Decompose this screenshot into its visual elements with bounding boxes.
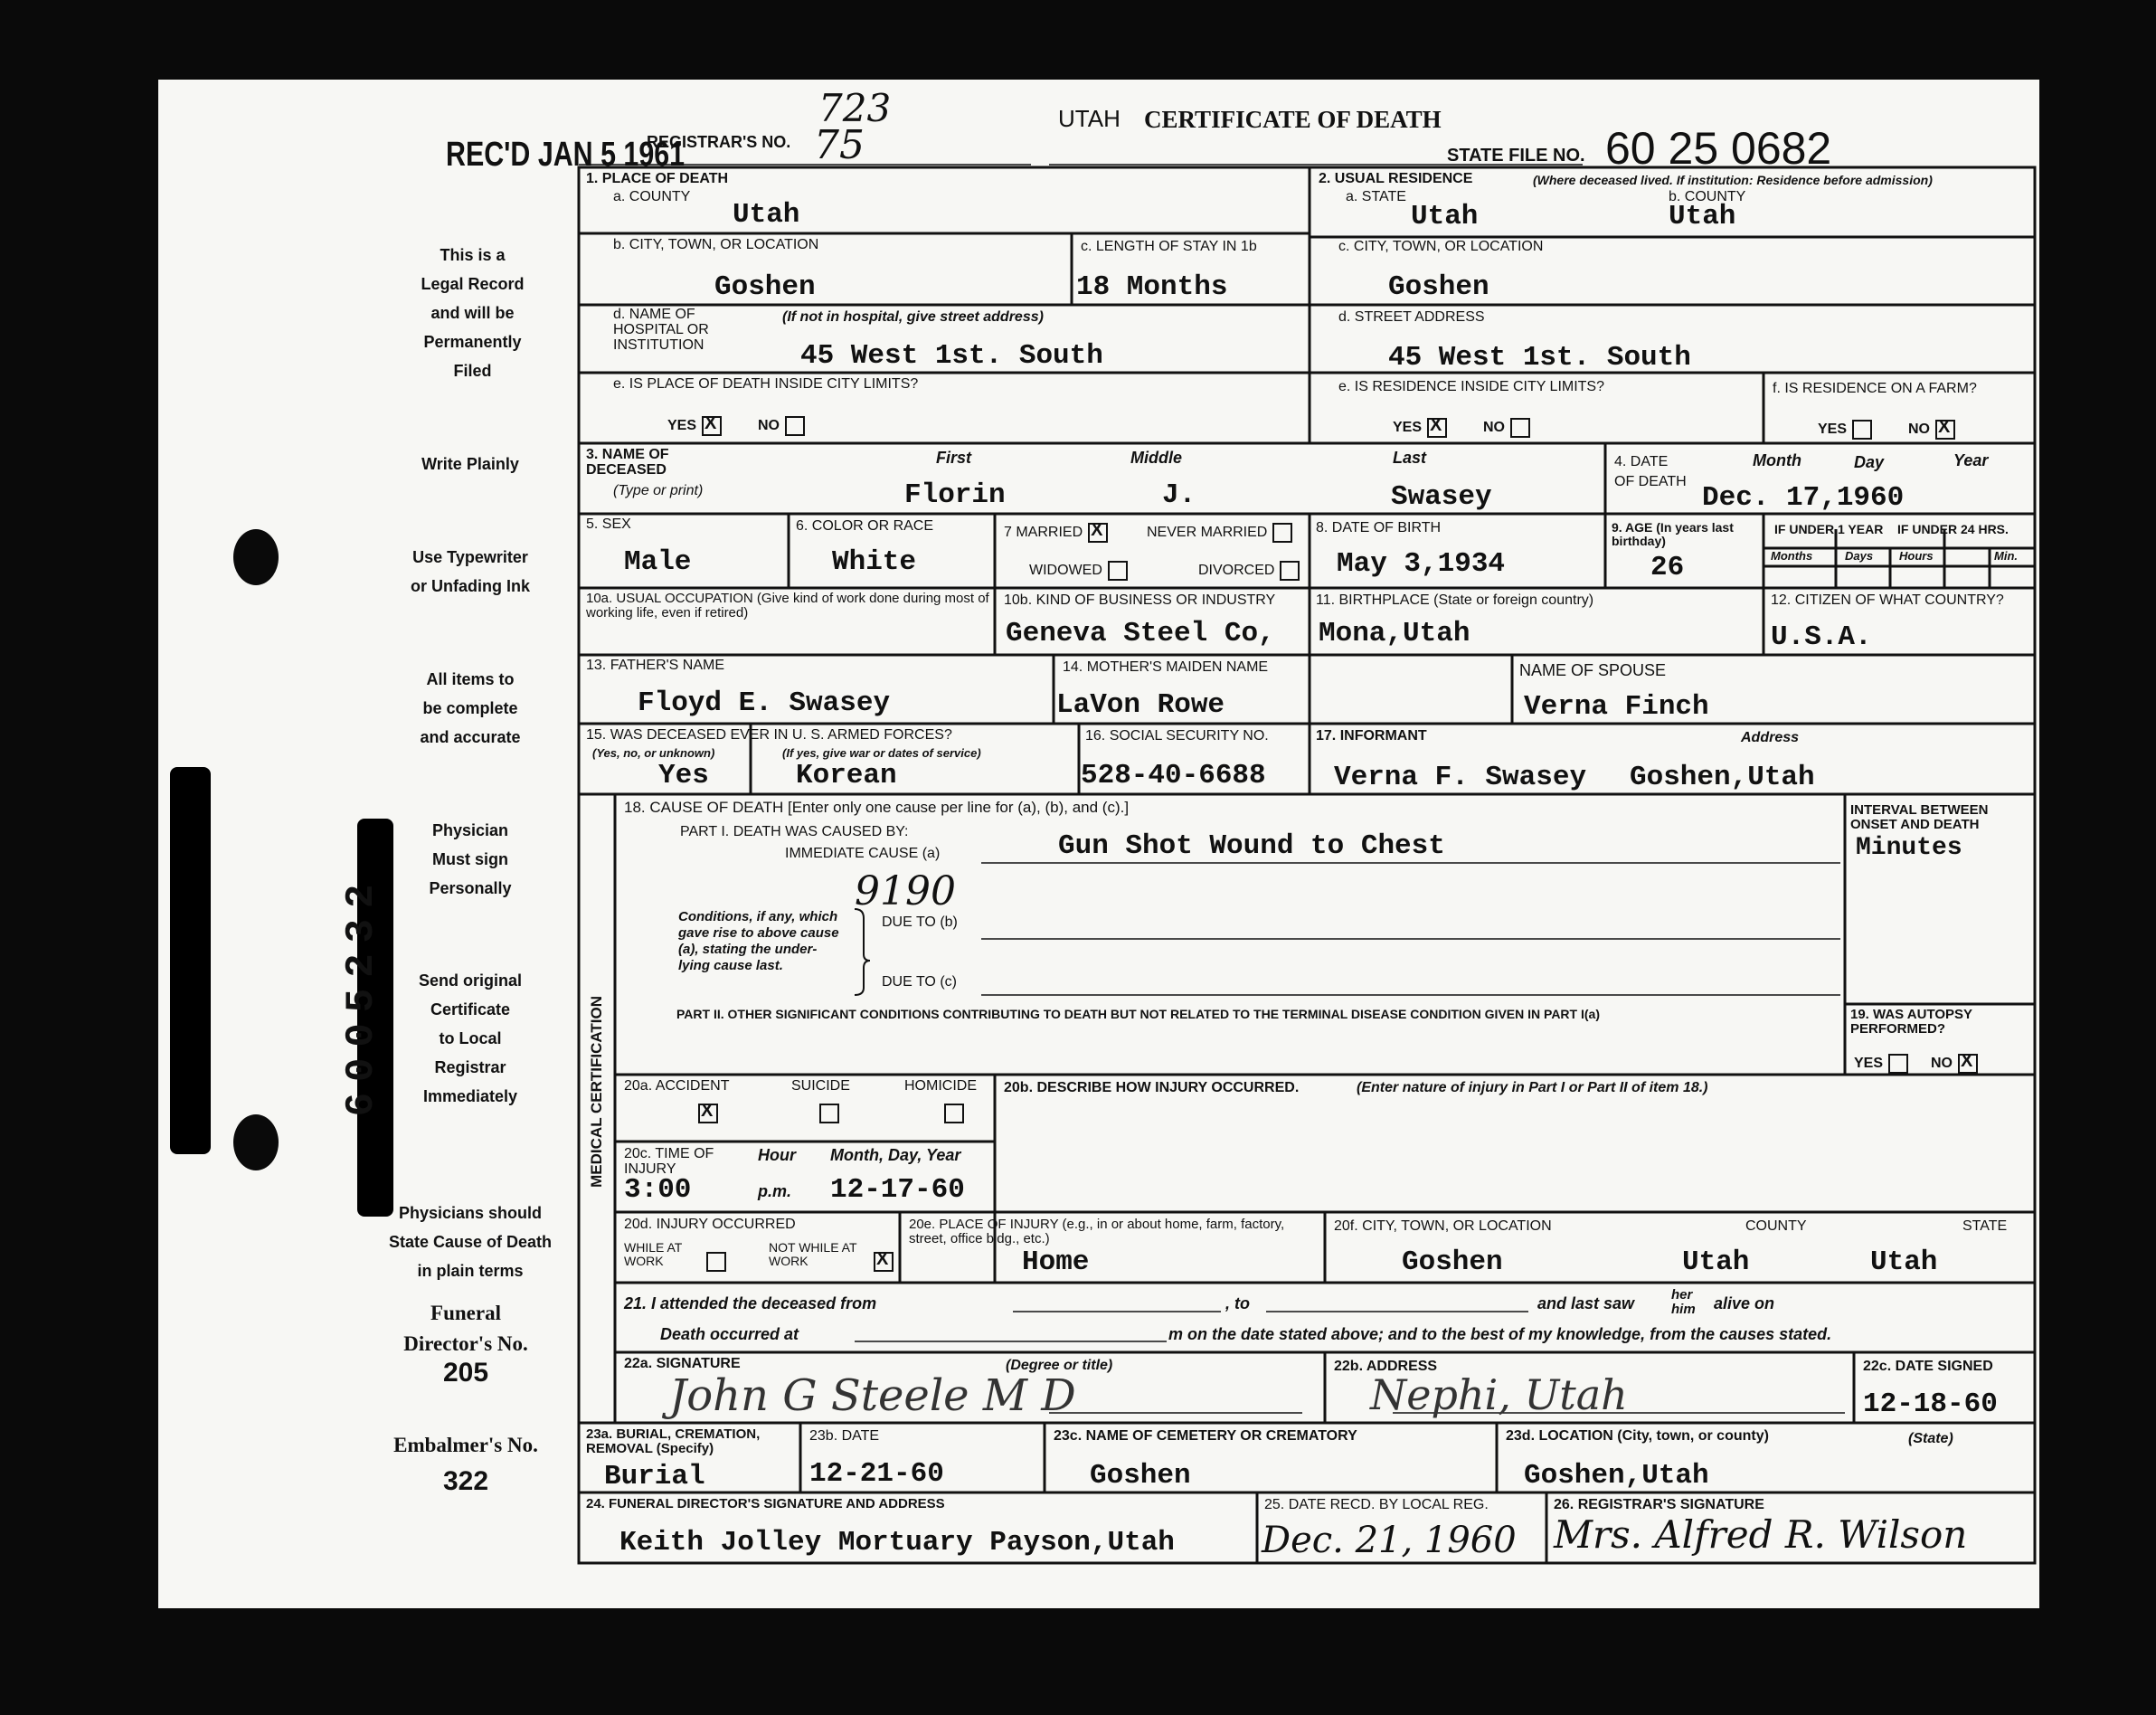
embalmer-label: Embalmer's No. (393, 1434, 538, 1456)
birthplace-label: 11. BIRTHPLACE (State or foreign country) (1316, 592, 1594, 608)
cemetery: Goshen (1090, 1460, 1191, 1492)
funeral-director-no: 205 (442, 1358, 489, 1388)
suicide-label: SUICIDE (791, 1078, 850, 1094)
last-saw-label: and last saw (1537, 1294, 1635, 1312)
res-city-label: c. CITY, TOWN, OR LOCATION (1338, 239, 1544, 254)
war-service: Korean (796, 760, 897, 791)
accident-box (693, 1104, 718, 1123)
under-24-hrs: IF UNDER 24 HRS. (1897, 522, 2009, 536)
death-inside-yes: YESX (667, 416, 722, 436)
homicide-box (939, 1104, 964, 1123)
burial-state-label: (State) (1908, 1431, 1953, 1446)
citizen: U.S.A. (1771, 621, 1872, 653)
autopsy-label: 19. WAS AUTOPSY PERFORMED? (1850, 1007, 1972, 1037)
cause-of-death-label: 18. CAUSE OF DEATH [Enter only one cause per line for (a), (b), and (c).] (624, 799, 1130, 816)
res-county: Utah (1669, 201, 1736, 232)
place-of-injury: Home (1022, 1246, 1090, 1278)
date-of-death: Dec. 17,1960 (1702, 482, 1905, 514)
armed-forces: Yes (658, 760, 709, 791)
farm-yes: YES (1818, 420, 1872, 440)
social-security-no: 528-40-6688 (1081, 760, 1266, 791)
interval: Minutes (1856, 834, 1962, 862)
time-of-injury: 3:00 (624, 1174, 692, 1206)
birthplace: Mona,Utah (1319, 618, 1470, 649)
registrar-no-top: 723 (818, 86, 892, 130)
res-state: Utah (1411, 201, 1479, 232)
farm-label: f. IS RESIDENCE ON A FARM? (1773, 381, 1977, 396)
suicide-box (814, 1104, 839, 1123)
informant-address-label: Address (1741, 730, 1800, 745)
business-label: 10b. KIND OF BUSINESS OR INDUSTRY (1004, 592, 1276, 608)
business: Geneva Steel Co, (1006, 618, 1275, 649)
filing-number: 6005232 (339, 873, 384, 1117)
res-inside-yes: YESX (1393, 418, 1447, 438)
place-of-injury-label: 20e. PLACE OF INJURY (e.g., in or about home, farm, factory, street, office bldg., etc.) (909, 1217, 1285, 1246)
mother-label: 14. MOTHER'S MAIDEN NAME (1063, 659, 1269, 675)
first-label: First (936, 449, 972, 467)
occupation-label: 10a. USUAL OCCUPATION (Give kind of work done during most of working life, even if retired) (586, 591, 989, 621)
physician-signature: John G Steele M D (669, 1370, 1076, 1421)
first-name: Florin (904, 479, 1006, 511)
ssn-label: 16. SOCIAL SECURITY NO. (1085, 728, 1269, 744)
city-label: b. CITY, TOWN, OR LOCATION (613, 237, 819, 252)
last-label: Last (1393, 449, 1427, 467)
day-label: Day (1854, 453, 1885, 471)
place-of-death-label: 1. PLACE OF DEATH (586, 171, 729, 186)
due-to-c: DUE TO (c) (882, 974, 957, 990)
physician-address: Nephi, Utah (1370, 1370, 1628, 1419)
complete-note: All items to be complete and accurate (420, 670, 521, 746)
residence-label: 2. USUAL RESIDENCE (1319, 171, 1473, 186)
days-label: Days (1845, 549, 1874, 563)
not-while-at-work: NOT WHILE AT WORKX (769, 1241, 894, 1272)
residence-note: (Where deceased lived. If institution: Residence before admission) (1533, 173, 1933, 187)
date-signed: 12-18-60 (1863, 1388, 1998, 1420)
age: 26 (1650, 552, 1685, 583)
never-married-option: NEVER MARRIED (1147, 523, 1292, 543)
accident-label: 20a. ACCIDENT (624, 1078, 730, 1094)
state-file-label: STATE FILE NO. (1447, 146, 1585, 166)
signature-label: 22a. SIGNATURE (624, 1356, 741, 1371)
describe-label: 20b. DESCRIBE HOW INJURY OCCURRED. (1004, 1080, 1300, 1095)
hospital-address: 45 West 1st. South (800, 340, 1103, 372)
injury-county: Utah (1682, 1246, 1750, 1278)
divorced-option: DIVORCED (1198, 561, 1300, 581)
injury-city-label: 20f. CITY, TOWN, OR LOCATION (1334, 1218, 1552, 1234)
burial-date: 12-21-60 (809, 1458, 944, 1490)
disease-code: 9190 (855, 868, 956, 914)
attended-label: 21. I attended the deceased from (624, 1294, 877, 1312)
name-label: 3. NAME OF DECEASED (586, 447, 669, 478)
registrar-no-label: REGISTRAR'S NO. (647, 133, 791, 151)
registrar-sig-label: 26. REGISTRAR'S SIGNATURE (1554, 1497, 1764, 1512)
res-inside-label: e. IS RESIDENCE INSIDE CITY LIMITS? (1338, 379, 1604, 394)
father-label: 13. FATHER'S NAME (586, 658, 725, 673)
injury-state-label: STATE (1962, 1218, 2008, 1234)
middle-name: J. (1162, 479, 1196, 511)
citizen-label: 12. CITIZEN OF WHAT COUNTRY? (1771, 592, 2004, 608)
legal-record-note: This is a Legal Record and will be Permanently Filed (421, 246, 525, 380)
physician-address-label: 22b. ADDRESS (1334, 1359, 1438, 1374)
immediate-cause: Gun Shot Wound to Chest (1058, 830, 1445, 862)
interval-label: INTERVAL BETWEEN ONSET AND DEATH (1850, 802, 1989, 832)
month-label: Month (1753, 451, 1801, 469)
length-of-stay: 18 Months (1076, 271, 1228, 303)
armed-note-2: (If yes, give war or dates of service) (782, 746, 981, 760)
age-label: 9. AGE (In years last birthday) (1612, 520, 1734, 548)
send-original-note: Send original Certificate to Local Registrar Immediately (418, 971, 522, 1105)
min-label: Min. (1994, 549, 2018, 563)
race-label: 6. COLOR OR RACE (796, 518, 934, 534)
informant-address: Goshen,Utah (1630, 762, 1815, 793)
widowed-option: WIDOWED (1029, 561, 1128, 581)
state-file-number: 60 25 0682 (1605, 123, 1832, 174)
hours-label: Hours (1899, 549, 1934, 563)
cause-note: Physicians should State Cause of Death in plain terms (388, 1204, 553, 1280)
funeral-director-label: Funeral Director's No. (403, 1302, 528, 1355)
armed-forces-label: 15. WAS DECEASED EVER IN U. S. ARMED FORCES? (586, 727, 952, 743)
burial-location-label: 23d. LOCATION (City, town, or county) (1506, 1428, 1769, 1444)
farm-no: NOX (1908, 420, 1955, 440)
alive-on-label: alive on (1714, 1294, 1775, 1312)
date-recd: Dec. 21, 1960 (1262, 1520, 1517, 1561)
informant-name: Verna F. Swasey (1334, 762, 1587, 793)
time-label: 20c. TIME OF INJURY (624, 1146, 714, 1177)
father-name: Floyd E. Swasey (638, 687, 891, 719)
medical-certification-label: MEDICAL CERTIFICATION (588, 995, 606, 1188)
occurred-at-label: Death occurred at (660, 1325, 799, 1343)
date-of-birth: May 3,1934 (1337, 548, 1506, 580)
stay-label: c. LENGTH OF STAY IN 1b (1081, 239, 1257, 254)
res-city: Goshen (1388, 271, 1489, 303)
burial-method: Burial (604, 1461, 705, 1492)
degree-label: (Degree or title) (1006, 1358, 1113, 1373)
last-name: Swasey (1391, 481, 1492, 513)
burial-date-label: 23b. DATE (809, 1428, 880, 1444)
res-state-label: a. STATE (1346, 189, 1406, 204)
street-label: d. STREET ADDRESS (1338, 309, 1485, 325)
homicide-label: HOMICIDE (904, 1078, 977, 1094)
armed-note-1: (Yes, no, or unknown) (592, 746, 715, 760)
describe-note: (Enter nature of injury in Part I or Part II of item 18.) (1357, 1080, 1708, 1095)
pm-label: p.m. (758, 1182, 792, 1200)
year-label: Year (1953, 451, 1989, 469)
typewriter-note: Use Typewriter or Unfading Ink (411, 548, 530, 595)
him-her-label: her him (1671, 1287, 1696, 1317)
write-plainly-note: Write Plainly (421, 455, 519, 473)
sex-label: 5. SEX (586, 516, 631, 532)
sex: Male (624, 546, 692, 578)
married-option: 7 MARRIEDX (1004, 523, 1108, 543)
received-stamp: REC'D JAN 5 1961 (446, 136, 686, 174)
birth-label: 8. DATE OF BIRTH (1316, 520, 1442, 535)
death-inside-no: NO (758, 416, 805, 436)
embalmer-no: 322 (442, 1466, 489, 1496)
mdy-label: Month, Day, Year (830, 1146, 961, 1164)
to-label: , to (1225, 1294, 1250, 1312)
death-county: Utah (733, 199, 800, 231)
under-1-year: IF UNDER 1 YEAR (1774, 522, 1884, 536)
injury-state: Utah (1870, 1246, 1938, 1278)
physician-note: Physician Must sign Personally (429, 821, 512, 897)
res-county-label: b. COUNTY (1669, 189, 1746, 204)
hour-label: Hour (758, 1146, 796, 1164)
immediate-cause-label: IMMEDIATE CAUSE (a) (785, 846, 941, 861)
title-prefix: UTAH (1058, 105, 1121, 132)
date-of-death-label: 4. DATE OF DEATH (1614, 454, 1687, 490)
middle-label: Middle (1130, 449, 1182, 467)
certificate-title: CERTIFICATE OF DEATH (1144, 106, 1442, 133)
date-signed-label: 22c. DATE SIGNED (1863, 1359, 1993, 1374)
injury-city: Goshen (1402, 1246, 1503, 1278)
burial-label: 23a. BURIAL, CREMATION, REMOVAL (Specify) (586, 1426, 761, 1456)
hospital-note: (If not in hospital, give street address) (782, 309, 1044, 325)
injury-county-label: COUNTY (1745, 1218, 1807, 1234)
spouse-label: NAME OF SPOUSE (1519, 661, 1667, 679)
death-city: Goshen (714, 271, 816, 303)
injury-date: 12-17-60 (830, 1174, 965, 1206)
hospital-label: d. NAME OF HOSPITAL OR INSTITUTION (613, 307, 709, 353)
res-inside-no: NO (1483, 418, 1530, 438)
part-1-label: PART I. DEATH WAS CAUSED BY: (680, 824, 909, 839)
funeral-director-sig-label: 24. FUNERAL DIRECTOR'S SIGNATURE AND ADDRESS (586, 1496, 945, 1511)
due-to-b: DUE TO (b) (882, 914, 958, 930)
cemetery-label: 23c. NAME OF CEMETERY OR CREMATORY (1054, 1428, 1357, 1444)
funeral-director: Keith Jolley Mortuary Payson,Utah (619, 1527, 1175, 1559)
county-label: a. COUNTY (613, 189, 691, 204)
registrar-no: 75 (814, 122, 865, 168)
autopsy-no: NOX (1931, 1054, 1978, 1074)
name-note: (Type or print) (613, 483, 704, 498)
while-at-work: WHILE AT WORK (624, 1241, 726, 1272)
race: White (832, 546, 917, 578)
spouse-name: Verna Finch (1524, 691, 1709, 723)
res-street: 45 West 1st. South (1388, 342, 1691, 374)
stated-label: m on the date stated above; and to the best of my knowledge, from the causes stated. (1168, 1325, 1832, 1343)
registrar-signature: Mrs. Alfred R. Wilson (1554, 1512, 1968, 1557)
burial-location: Goshen,Utah (1524, 1460, 1709, 1492)
months-label: Months (1771, 549, 1813, 563)
informant-label: 17. INFORMANT (1316, 728, 1427, 744)
autopsy-yes: YES (1854, 1054, 1908, 1074)
mother-name: LaVon Rowe (1056, 689, 1225, 721)
conditions-note: Conditions, if any, which gave rise to above cause (a), stating the under- lying cause last. (678, 909, 839, 973)
injury-occurred-label: 20d. INJURY OCCURRED (624, 1217, 796, 1232)
date-recd-label: 25. DATE RECD. BY LOCAL REG. (1264, 1497, 1489, 1512)
part-2-label: PART II. OTHER SIGNIFICANT CONDITIONS CONTRIBUTING TO DEATH BUT NOT RELATED TO THE TERMINAL DISEASE CONDITION GIVEN IN PART I(a) (676, 1007, 1600, 1021)
inside-city-label: e. IS PLACE OF DEATH INSIDE CITY LIMITS? (613, 376, 919, 392)
